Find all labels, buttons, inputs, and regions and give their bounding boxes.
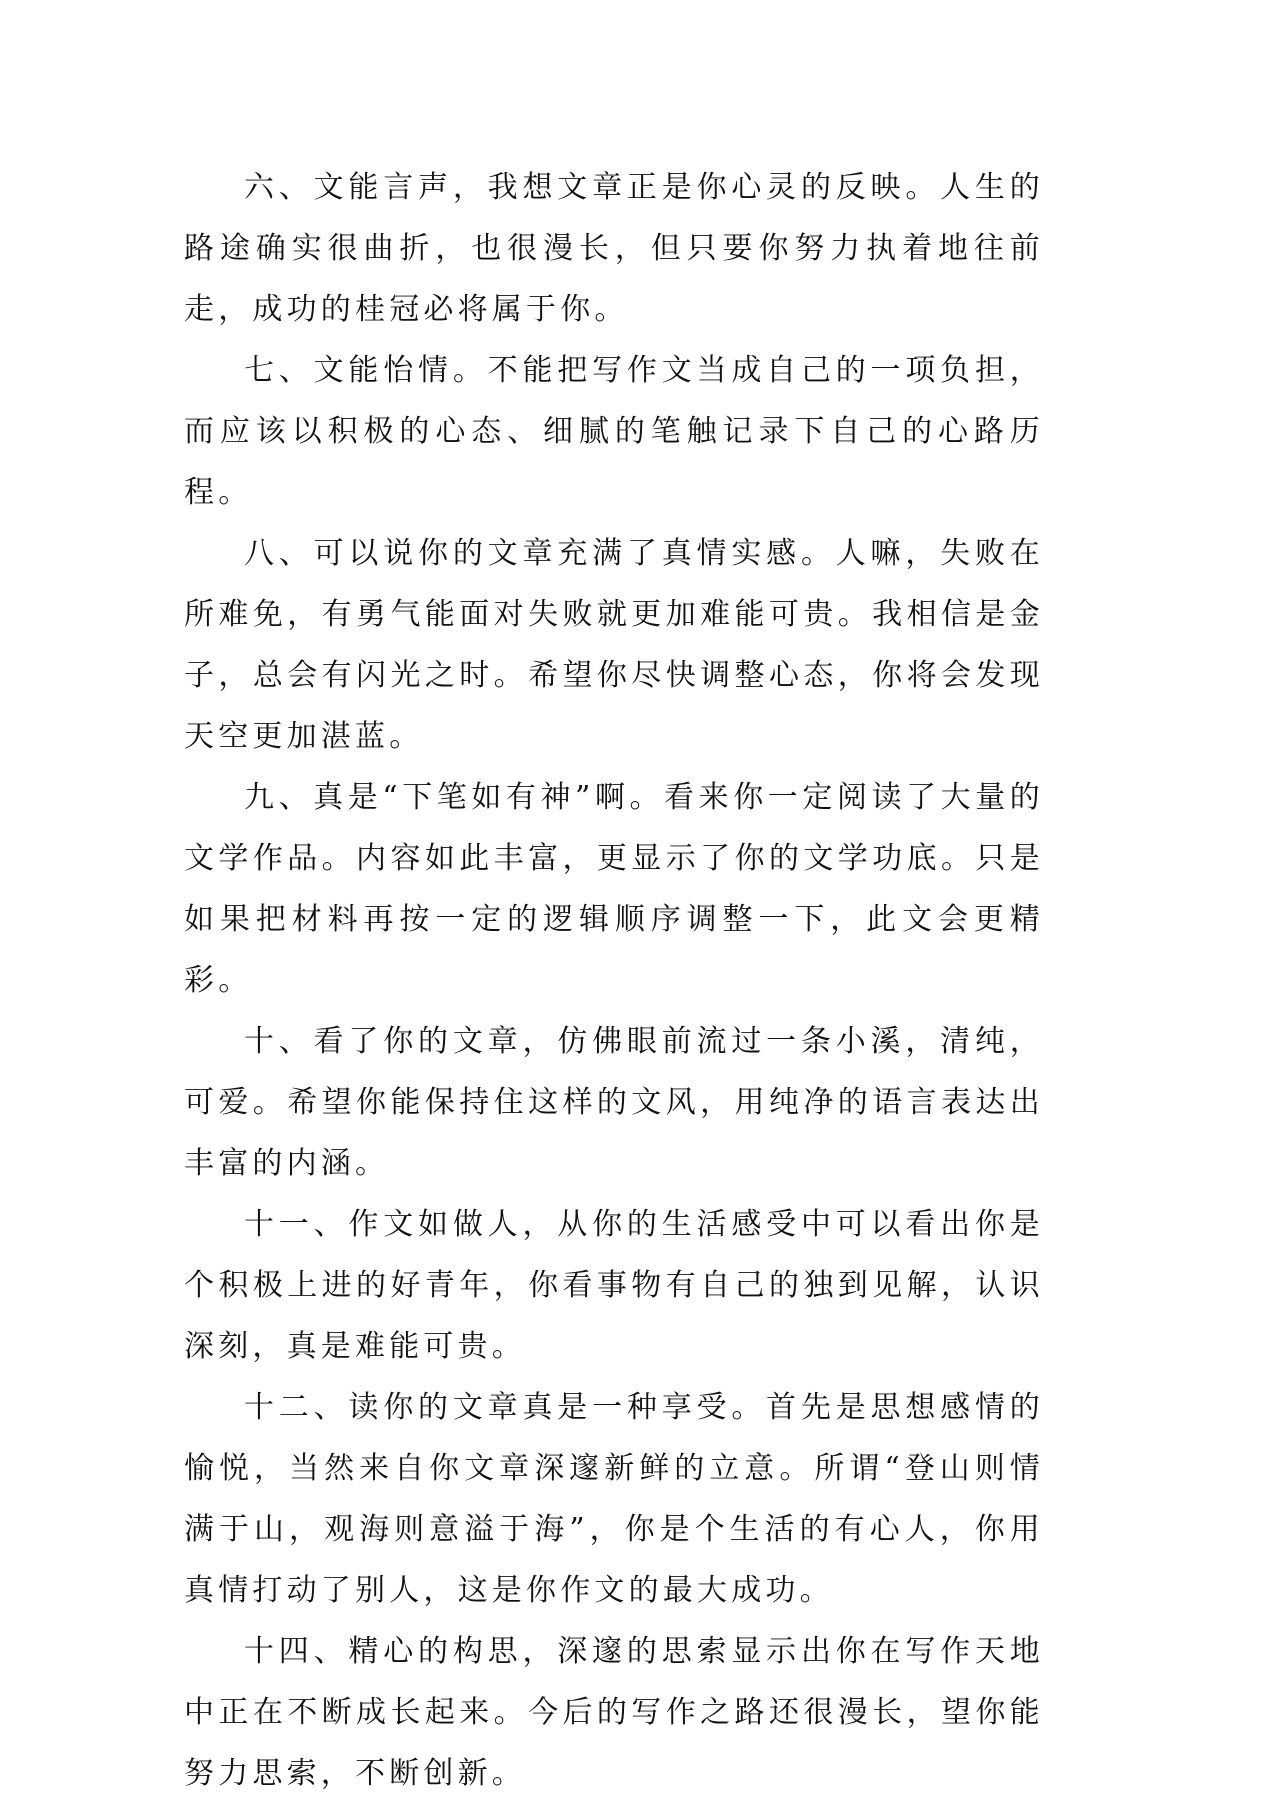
document-body — [184, 157, 1044, 1804]
paragraph-6: 六、文能言声，我想文章正是你心灵的反映。人生的路途确实很曲折，也很漫长，但只要你努力执着地往前走，成功的桂冠必将属于你。 — [184, 170, 1044, 327]
paragraph-7: 七、文能怡情。不能把写作文当成自己的一项负担，而应该以积极的心态、细腻的笔触记录下自己的心路历程。 — [184, 353, 1044, 510]
paragraph-10: 十、看了你的文章，仿佛眼前流过一条小溪，清纯，可爱。希望你能保持住这样的文风，用纯净的语言表达出丰富的内涵。 — [184, 1024, 1044, 1181]
paragraph-8: 八、可以说你的文章充满了真情实感。人嘛，失败在所难免，有勇气能面对失败就更加难能可贵。我相信是金子，总会有闪光之时。希望你尽快调整心态，你将会发现天空更加湛蓝。 — [184, 536, 1044, 754]
paragraph-11: 十一、作文如做人，从你的生活感受中可以看出你是个积极上进的好青年，你看事物有自己的独到见解，认识深刻，真是难能可贵。 — [184, 1207, 1044, 1364]
paragraph-14: 十四、精心的构思，深邃的思索显示出你在写作天地中正在不断成长起来。今后的写作之路还很漫长，望你能努力思索，不断创新。 — [184, 1634, 1044, 1791]
paragraph-12: 十二、读你的文章真是一种享受。首先是思想感情的愉悦，当然来自你文章深邃新鲜的立意。所谓“登山则情满于山，观海则意溢于海”，你是个生活的有心人，你用真情打动了别人，这是你作文的最大成功。 — [184, 1390, 1044, 1608]
paragraph-9: 九、真是“下笔如有神”啊。看来你一定阅读了大量的文学作品。内容如此丰富，更显示了你的文学功底。只是如果把材料再按一定的逻辑顺序调整一下，此文会更精彩。 — [184, 780, 1044, 998]
